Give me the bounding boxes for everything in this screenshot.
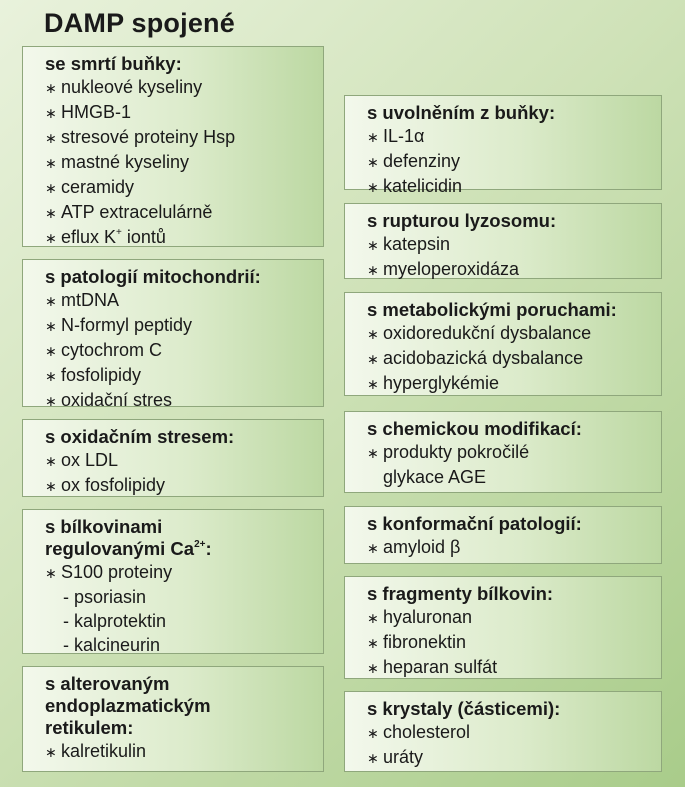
box-cell-death bbox=[22, 46, 324, 247]
box-conformational-pathology bbox=[344, 506, 662, 564]
list-item: ∗ kalretikulin bbox=[45, 739, 315, 764]
bullet-icon: ∗ bbox=[45, 318, 57, 334]
bullet-icon: ∗ bbox=[45, 80, 57, 96]
list-item: ∗ acidobazická dysbalance bbox=[367, 346, 653, 371]
box-oxidative-stress bbox=[22, 419, 324, 497]
bullet-icon: ∗ bbox=[367, 540, 379, 556]
list-item: ∗ IL-1α bbox=[367, 124, 653, 149]
box-title: s krystaly (částicemi): bbox=[367, 698, 561, 719]
list-item: ∗ hyperglykémie bbox=[367, 371, 653, 396]
bullet-icon: ∗ bbox=[45, 453, 57, 469]
list-item: ∗ ATP extracelulárně bbox=[45, 200, 315, 225]
list-item: ∗ cytochrom C bbox=[45, 338, 315, 363]
page-title: DAMP spojené bbox=[44, 8, 235, 38]
list-item: ∗ ox LDL bbox=[45, 448, 315, 473]
box-title: s uvolněním z buňky: bbox=[367, 102, 556, 123]
bullet-icon: ∗ bbox=[367, 725, 379, 741]
bullet-icon: ∗ bbox=[367, 610, 379, 626]
bullet-icon: ∗ bbox=[367, 750, 379, 766]
box-chemical-modification bbox=[344, 411, 662, 493]
box-title: s chemickou modifikací: bbox=[367, 418, 582, 439]
list-item: ∗ cholesterol bbox=[367, 720, 653, 745]
bullet-icon: ∗ bbox=[45, 205, 57, 221]
list-item: ∗ heparan sulfát bbox=[367, 655, 653, 680]
bullet-icon: ∗ bbox=[45, 130, 57, 146]
list-item: ∗ amyloid β bbox=[367, 535, 653, 560]
list-item: ∗ hyaluronan bbox=[367, 605, 653, 630]
bullet-icon: ∗ bbox=[45, 368, 57, 384]
bullet-icon: ∗ bbox=[45, 343, 57, 359]
list-item-continuation: glykace AGE bbox=[383, 467, 487, 487]
box-title: se smrtí buňky: bbox=[45, 53, 182, 74]
list-item: ∗ S100 proteiny bbox=[45, 560, 315, 585]
bullet-icon: ∗ bbox=[367, 326, 379, 342]
list-item: ∗ fibronektin bbox=[367, 630, 653, 655]
box-title: s konformační patologií: bbox=[367, 513, 582, 534]
box-title: s rupturou lyzosomu: bbox=[367, 210, 557, 231]
list-subitem: - psoriasin bbox=[63, 587, 147, 607]
list-item: ∗ nukleové kyseliny bbox=[45, 75, 315, 100]
bullet-icon: ∗ bbox=[367, 660, 379, 676]
box-lysosome-rupture bbox=[344, 203, 662, 279]
box-mitochondria bbox=[22, 259, 324, 410]
list-item: ∗ stresové proteiny Hsp bbox=[45, 125, 315, 150]
box-protein-fragments bbox=[344, 576, 662, 679]
bullet-icon: ∗ bbox=[45, 393, 57, 409]
bullet-icon: ∗ bbox=[45, 230, 57, 246]
list-item: ∗ oxidoredukční dysbalance bbox=[367, 321, 653, 346]
box-calcium-proteins bbox=[22, 509, 324, 654]
bullet-icon: ∗ bbox=[367, 179, 379, 195]
list-subitem: - kalprotektin bbox=[63, 611, 167, 631]
box-cell-release bbox=[344, 95, 662, 196]
box-title: s alterovaným bbox=[45, 673, 170, 694]
bullet-icon: ∗ bbox=[45, 744, 57, 760]
box-crystals bbox=[344, 691, 662, 772]
bullet-icon: ∗ bbox=[367, 445, 379, 461]
bullet-icon: ∗ bbox=[45, 565, 57, 581]
list-item: ∗ mastné kyseliny bbox=[45, 150, 315, 175]
bullet-icon: ∗ bbox=[367, 376, 379, 392]
bullet-icon: ∗ bbox=[367, 635, 379, 651]
list-item: ∗ oxidační stres bbox=[45, 388, 315, 413]
bullet-icon: ∗ bbox=[367, 129, 379, 145]
box-title: regulovanými $Ca^{2+}$: bbox=[45, 538, 212, 559]
bullet-icon: ∗ bbox=[367, 154, 379, 170]
bullet-icon: ∗ bbox=[45, 155, 57, 171]
box-endoplasmic-reticulum bbox=[22, 666, 324, 772]
box-title: s metabolickými poruchami: bbox=[367, 299, 617, 320]
bullet-icon: ∗ bbox=[367, 351, 379, 367]
list-item: ∗ produkty pokročilé bbox=[367, 440, 653, 465]
bullet-icon: ∗ bbox=[45, 180, 57, 196]
box-metabolic-disorders bbox=[344, 292, 662, 396]
box-title: retikulem: bbox=[45, 717, 134, 738]
bullet-icon: ∗ bbox=[367, 262, 379, 278]
bullet-icon: ∗ bbox=[45, 293, 57, 309]
list-item: ∗ katepsin bbox=[367, 232, 653, 257]
box-title: s patologií mitochondrií: bbox=[45, 266, 261, 287]
box-title: endoplazmatickým bbox=[45, 695, 211, 716]
list-item: ∗ N-formyl peptidy bbox=[45, 313, 315, 338]
list-item: ∗ uráty bbox=[367, 745, 653, 770]
list-item: ∗ ceramidy bbox=[45, 175, 315, 200]
list-item: ∗ myeloperoxidáza bbox=[367, 257, 653, 282]
list-subitem: - kalcineurin bbox=[63, 635, 161, 655]
bullet-icon: ∗ bbox=[45, 478, 57, 494]
list-item: ∗ eflux K+ iontů bbox=[45, 225, 315, 250]
box-title: s oxidačním stresem: bbox=[45, 426, 235, 447]
list-item: ∗ katelicidin bbox=[367, 174, 653, 199]
list-item: ∗ ox fosfolipidy bbox=[45, 473, 315, 498]
bullet-icon: ∗ bbox=[367, 237, 379, 253]
bullet-icon: ∗ bbox=[45, 105, 57, 121]
list-item: ∗ mtDNA bbox=[45, 288, 315, 313]
box-title: s bílkovinami bbox=[45, 516, 163, 537]
list-item: ∗ defenziny bbox=[367, 149, 653, 174]
list-item: ∗ HMGB-1 bbox=[45, 100, 315, 125]
box-title: s fragmenty bílkovin: bbox=[367, 583, 554, 604]
list-item: ∗ fosfolipidy bbox=[45, 363, 315, 388]
